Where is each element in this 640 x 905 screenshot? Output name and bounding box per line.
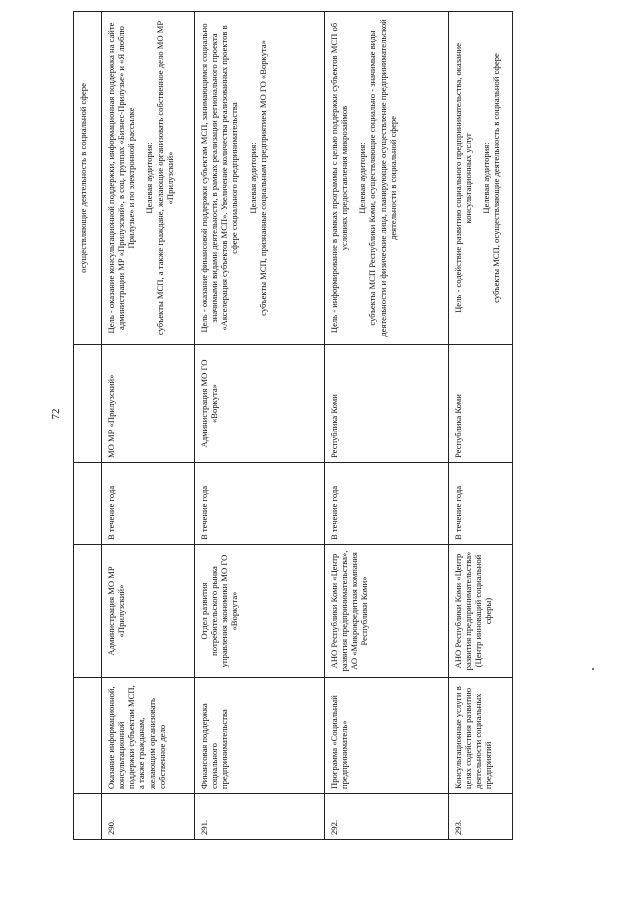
organizer: АНО Республики Коми «Центр развития предпринимательства» (Центр инноваций социальной сферы) (449, 545, 513, 678)
table-row (325, 12, 449, 840)
measure-name: Программа «Социальный предприниматель» (325, 678, 449, 794)
organizer: Администрация МО МР «Прилузский» (102, 545, 195, 678)
row-number: 291. (195, 794, 325, 840)
executor: Республика Коми (449, 345, 513, 463)
row-number: 293. (449, 794, 513, 840)
table-row (195, 12, 325, 840)
goal-cell (195, 12, 325, 345)
goal-cell (102, 12, 195, 345)
executor: МО МР «Прилузский» (102, 345, 195, 463)
continuation-text: осуществляющие деятельность в социальной сфере (74, 12, 102, 345)
period: В течение года (325, 463, 449, 545)
audience-text: субъекты МСП, признанные социальным предприятием МО ГО «Воркута» (257, 40, 268, 316)
scan-speck (592, 668, 594, 670)
organizer: АНО Республики Коми «Центр развития предпринимательства», АО «Микрокредитная компания Республики Коми» (325, 545, 449, 678)
table-row (102, 12, 195, 840)
row-number: 290. (102, 794, 195, 840)
period: В течение года (102, 463, 195, 545)
audience-text: субъекты МСП Республики Коми, осуществляющие социально - значимые виды деятельности и физические лица, планирующие осуществление предпринимательской деятельности в социальной сфере (367, 19, 398, 337)
row-number: 292. (325, 794, 449, 840)
audience-label: Целевая аудитория: (247, 142, 258, 214)
table-row (449, 12, 513, 840)
measure-name: Финансовая поддержка социального предпринимательства (195, 678, 325, 794)
goal-text: Цель - оказание консультационной поддержки, информационная поддержка на сайте администрации МР «Прилузский», в соц. группах «Бизнес-Прилузье» и «Я люблю Прилузье» и по электронной рассылке (106, 22, 137, 334)
rotated-table-page (73, 12, 513, 840)
goal-cell (449, 12, 513, 345)
executor: Республика Коми (325, 345, 449, 463)
measure-name: Оказание информационной, консультационной поддержки субъектам МСП, а также гражданам, желающим организовать собственное дело (102, 678, 195, 794)
period: В течение года (449, 463, 513, 545)
organizer: Отдел развития потребительского рынка управления экономики МО ГО «Воркута» (195, 545, 325, 678)
goal-text: Цель - оказание финансовой поддержки субъектам МСП, занимающимся социально значимыми видами деятельности, в рамках реализации регионального проекта «Акселерация субъектов МСП». Увеличение количества реализованных проектов в сфере социального предпринимательства (199, 23, 240, 333)
continuation-row (74, 12, 102, 840)
audience-label: Целевая аудитория: (357, 142, 368, 214)
measure-name: Консультационные услуги в целях содействия развитию деятельности социальных предприятий (449, 678, 513, 794)
period: В течение года (195, 463, 325, 545)
measures-table (73, 11, 513, 840)
goal-cell (325, 12, 449, 345)
goal-text: Цель - информирование в рамках программы с целью поддержки субъектов МСП об условиях предоставления микрозаймов (329, 22, 350, 334)
audience-label: Целевая аудитория: (144, 142, 155, 214)
executor: Администрация МО ГО «Воркута» (195, 345, 325, 463)
goal-text: Цель - содействие развитию социального предпринимательства, оказание консультационных услуг (453, 43, 474, 313)
audience-label: Целевая аудитория: (481, 142, 492, 214)
audience-text: субъекты МСП, осуществляющие деятельность в социальной сфере (491, 53, 502, 303)
page-number: 72 (50, 408, 62, 420)
audience-text: субъекты МСП, а также граждане, желающие организовать собственное дело МО МР «Прилузский» (154, 20, 175, 336)
